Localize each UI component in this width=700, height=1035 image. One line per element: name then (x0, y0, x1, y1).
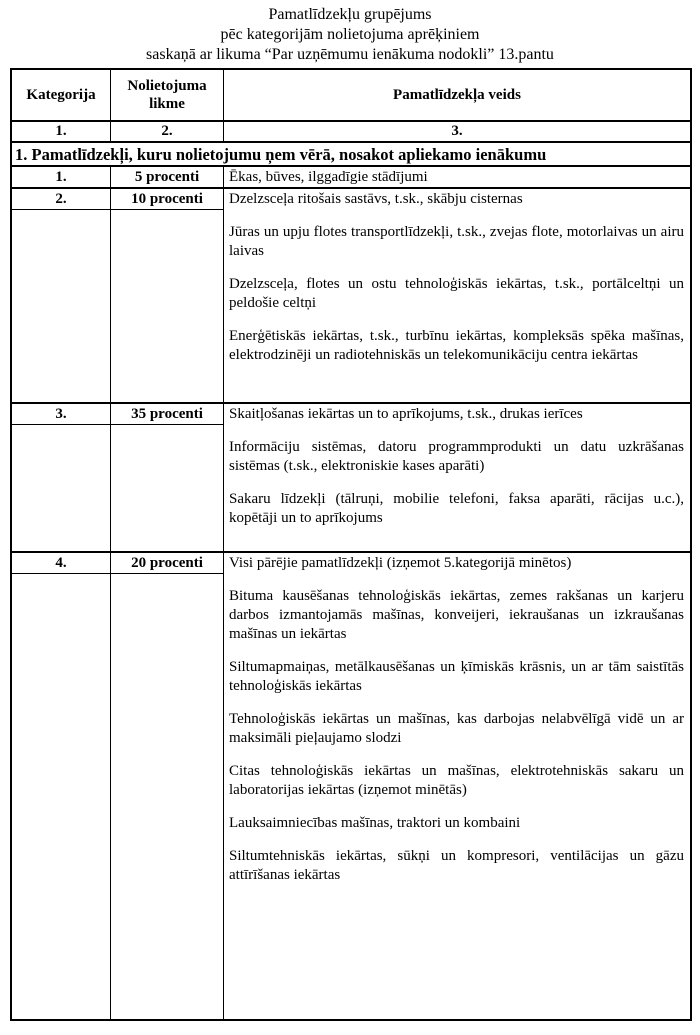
row2-category-spacer (12, 210, 110, 402)
table-row (12, 167, 690, 189)
row3-rate-spacer (111, 425, 223, 551)
row3-category-cell (12, 404, 111, 551)
row3-types (224, 404, 690, 551)
type-paragraph: Dzelzsceļa ritošais sastāvs, t.sk., skābju cisternas (229, 191, 523, 207)
row2-types (224, 189, 690, 402)
numbering-col2: 2. (111, 122, 224, 141)
row4-category-cell (12, 553, 111, 1019)
title-line-2: pēc kategorijām nolietojuma aprēķiniem (220, 26, 480, 43)
row2-rate: 10 procenti (111, 189, 223, 210)
depreciation-table (10, 68, 692, 1021)
type-paragraph: Tehnoloģiskās iekārtas un mašīnas, kas darbojas nelabvēlīgā vidē un ar maksimāli pieļaujamo slodzi (229, 711, 684, 746)
header-type: Pamatlīdzekļa veids (393, 87, 521, 103)
row3-category-spacer (12, 425, 110, 551)
document-title (0, 0, 700, 65)
type-paragraph: Dzelzsceļa, flotes un ostu tehnoloģiskās iekārtas, t.sk., portālceltņi un peldošie celtņi (229, 276, 684, 311)
row2-category: 2. (12, 189, 110, 210)
type-paragraph: Citas tehnoloģiskās iekārtas un mašīnas, elektrotehniskās sakaru un laboratorijas iekārtas (izņemot minētās) (229, 763, 684, 798)
row3-rate: 35 procenti (111, 404, 223, 425)
row4-types (224, 553, 690, 1019)
row2-rate-cell (111, 189, 224, 402)
row1-rate: 5 procenti (111, 167, 224, 187)
type-paragraph: Enerģētiskās iekārtas, t.sk., turbīnu iekārtas, kompleksās spēka mašīnas, elektrodzinēji un radiotehniskās un telekomunikāciju centra iekārtas (229, 328, 684, 363)
type-paragraph: Informāciju sistēmas, datoru programmprodukti un datu uzkrāšanas sistēmas (t.sk., elektroniskie kases aparāti) (229, 439, 684, 474)
table-header-row (12, 70, 690, 122)
type-paragraph: Jūras un upju flotes transportlīdzekļi, t.sk., zvejas flote, motorlaivas un airu laivas (229, 224, 684, 259)
header-rate: Nolietojuma likme (111, 70, 224, 120)
row1-category: 1. (12, 167, 111, 187)
numbering-col1: 1. (12, 122, 111, 141)
table-row (12, 404, 690, 553)
row4-rate: 20 procenti (111, 553, 223, 574)
type-paragraph: Bituma kausēšanas tehnoloģiskās iekārtas, zemes rakšanas un karjeru darbos izmantojamās mašīnas, konveijeri, iekraušanas un izkraušanas mašīnas un iekārtas (229, 588, 684, 642)
title-line-3: saskaņā ar likuma “Par uzņēmumu ienākuma nodokli” 13.pantu (146, 46, 554, 63)
row4-category: 4. (12, 553, 110, 574)
type-paragraph: Sakaru līdzekļi (tālruņi, mobilie telefoni, faksa aparāti, rācijas u.c.), kopētāji un to aprīkojums (229, 491, 684, 526)
type-paragraph: Siltumtehniskās iekārtas, sūkņi un kompresori, ventilācijas un gāzu attīrīšanas iekārtas (229, 848, 684, 883)
row3-category: 3. (12, 404, 110, 425)
row4-rate-cell (111, 553, 224, 1019)
type-paragraph: Lauksaimniecības mašīnas, traktori un kombaini (229, 815, 521, 831)
type-paragraph: Siltumapmaiņas, metālkausēšanas un ķīmiskās krāsnis, un ar tām saistītās tehnoloģiskās iekārtas (229, 659, 684, 694)
table-row (12, 553, 690, 1019)
title-line-1: Pamatlīdzekļu grupējums (268, 6, 432, 23)
row3-rate-cell (111, 404, 224, 551)
row4-rate-spacer (111, 574, 223, 1019)
type-paragraph: Skaitļošanas iekārtas un to aprīkojums, t.sk., drukas ierīces (229, 406, 583, 422)
column-numbering-row (12, 122, 690, 143)
numbering-col3: 3. (451, 123, 463, 139)
row2-category-cell (12, 189, 111, 402)
row2-rate-spacer (111, 210, 223, 402)
row1-type: Ēkas, būves, ilggadīgie stādījumi (229, 169, 428, 185)
table-row (12, 189, 690, 404)
row4-category-spacer (12, 574, 110, 1019)
section-heading: 1. Pamatlīdzekļi, kuru nolietojumu ņem vērā, nosakot apliekamo ienākumu (12, 143, 690, 167)
header-category: Kategorija (12, 70, 111, 120)
type-paragraph: Visi pārējie pamatlīdzekļi (izņemot 5.kategorijā minētos) (229, 555, 572, 571)
